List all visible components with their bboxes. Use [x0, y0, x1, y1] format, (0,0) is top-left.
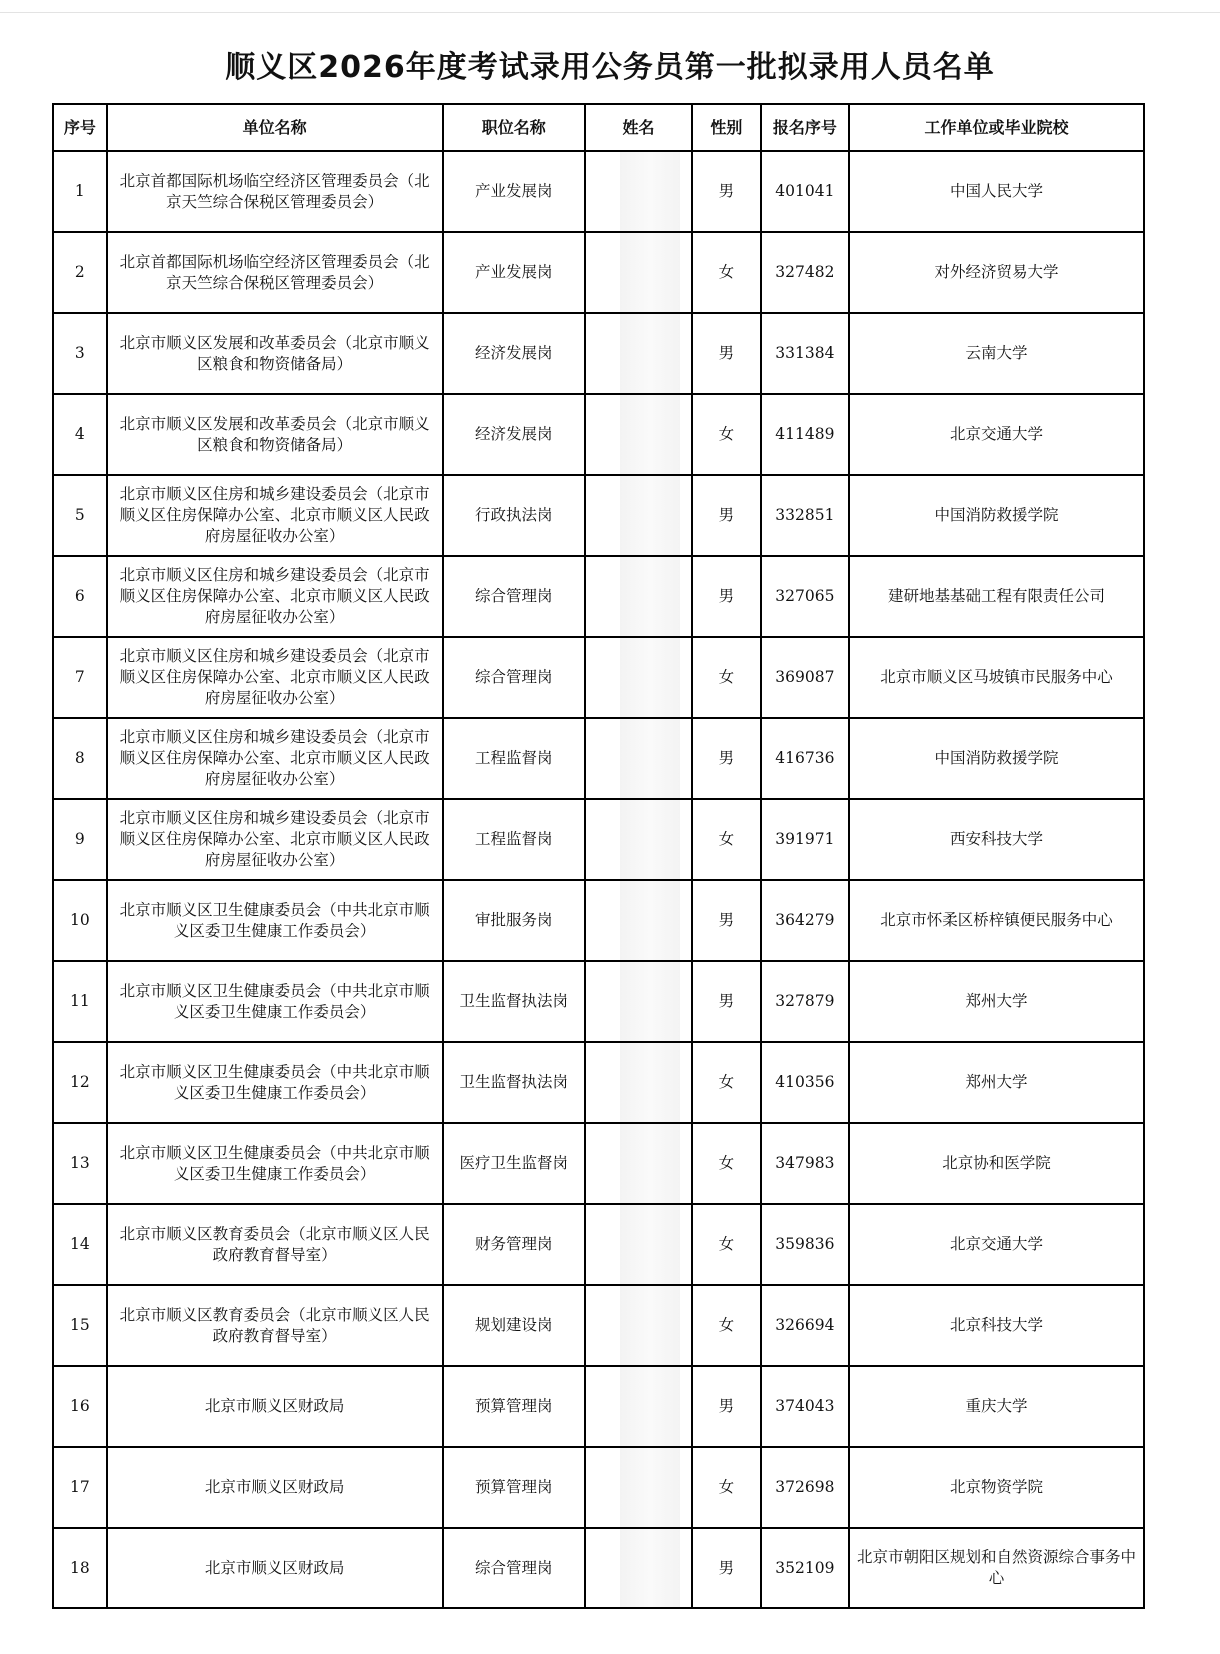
- cell-name: [585, 1123, 692, 1204]
- cell-school: 重庆大学: [849, 1366, 1144, 1447]
- cell-school: 北京市怀柔区桥梓镇便民服务中心: [849, 880, 1144, 961]
- table-row: [53, 1285, 1144, 1366]
- top-divider: [0, 12, 1220, 13]
- name-redaction: [620, 962, 680, 1041]
- cell-position: 经济发展岗: [443, 394, 585, 475]
- cell-position: 工程监督岗: [443, 799, 585, 880]
- cell-name: [585, 1204, 692, 1285]
- cell-gender: 男: [692, 718, 760, 799]
- cell-index: 13: [53, 1123, 107, 1204]
- cell-name: [585, 556, 692, 637]
- cell-school: 郑州大学: [849, 961, 1144, 1042]
- header-gender: 性别: [692, 104, 760, 151]
- cell-gender: 女: [692, 637, 760, 718]
- cell-name: [585, 961, 692, 1042]
- name-redaction: [620, 1367, 680, 1446]
- cell-school: 建研地基基础工程有限责任公司: [849, 556, 1144, 637]
- cell-position: 规划建设岗: [443, 1285, 585, 1366]
- cell-school: 中国消防救援学院: [849, 475, 1144, 556]
- table-row: [53, 556, 1144, 637]
- cell-name: [585, 151, 692, 232]
- cell-reg-no: 410356: [761, 1042, 849, 1123]
- cell-unit: 北京市顺义区教育委员会（北京市顺义区人民政府教育督导室）: [107, 1285, 443, 1366]
- name-redaction: [620, 638, 680, 717]
- cell-name: [585, 718, 692, 799]
- cell-gender: 男: [692, 1528, 760, 1608]
- table-row: [53, 313, 1144, 394]
- cell-unit: 北京市顺义区财政局: [107, 1447, 443, 1528]
- cell-index: 10: [53, 880, 107, 961]
- cell-position: 行政执法岗: [443, 475, 585, 556]
- cell-unit: 北京市顺义区卫生健康委员会（中共北京市顺义区委卫生健康工作委员会）: [107, 961, 443, 1042]
- cell-name: [585, 1285, 692, 1366]
- cell-reg-no: 352109: [761, 1528, 849, 1608]
- cell-position: 产业发展岗: [443, 151, 585, 232]
- cell-index: 12: [53, 1042, 107, 1123]
- cell-name: [585, 880, 692, 961]
- table-row: [53, 1204, 1144, 1285]
- table-row: [53, 799, 1144, 880]
- table-row: [53, 1447, 1144, 1528]
- table-row: [53, 718, 1144, 799]
- cell-unit: 北京市顺义区住房和城乡建设委员会（北京市顺义区住房保障办公室、北京市顺义区人民政府房屋征收办公室）: [107, 556, 443, 637]
- cell-school: 北京交通大学: [849, 1204, 1144, 1285]
- cell-name: [585, 1528, 692, 1608]
- name-redaction: [620, 557, 680, 636]
- table-row: [53, 880, 1144, 961]
- header-school: 工作单位或毕业院校: [849, 104, 1144, 151]
- cell-unit: 北京市顺义区卫生健康委员会（中共北京市顺义区委卫生健康工作委员会）: [107, 1042, 443, 1123]
- name-redaction: [620, 476, 680, 555]
- cell-school: 云南大学: [849, 313, 1144, 394]
- cell-gender: 女: [692, 1204, 760, 1285]
- name-redaction: [620, 233, 680, 312]
- table-row: [53, 1528, 1144, 1608]
- cell-unit: 北京市顺义区住房和城乡建设委员会（北京市顺义区住房保障办公室、北京市顺义区人民政府房屋征收办公室）: [107, 637, 443, 718]
- cell-school: 西安科技大学: [849, 799, 1144, 880]
- cell-gender: 女: [692, 232, 760, 313]
- cell-unit: 北京市顺义区发展和改革委员会（北京市顺义区粮食和物资储备局）: [107, 313, 443, 394]
- cell-position: 经济发展岗: [443, 313, 585, 394]
- cell-position: 综合管理岗: [443, 556, 585, 637]
- cell-position: 产业发展岗: [443, 232, 585, 313]
- cell-index: 6: [53, 556, 107, 637]
- header-row: [53, 104, 1144, 151]
- cell-school: 对外经济贸易大学: [849, 232, 1144, 313]
- cell-reg-no: 327879: [761, 961, 849, 1042]
- table-row: [53, 232, 1144, 313]
- cell-unit: 北京市顺义区教育委员会（北京市顺义区人民政府教育督导室）: [107, 1204, 443, 1285]
- cell-unit: 北京市顺义区住房和城乡建设委员会（北京市顺义区住房保障办公室、北京市顺义区人民政府房屋征收办公室）: [107, 799, 443, 880]
- name-redaction: [620, 1286, 680, 1365]
- name-redaction: [620, 881, 680, 960]
- cell-school: 北京市朝阳区规划和自然资源综合事务中心: [849, 1528, 1144, 1608]
- table-row: [53, 637, 1144, 718]
- name-redaction: [620, 1043, 680, 1122]
- cell-reg-no: 411489: [761, 394, 849, 475]
- cell-name: [585, 232, 692, 313]
- name-redaction: [620, 1448, 680, 1527]
- cell-gender: 男: [692, 556, 760, 637]
- cell-position: 医疗卫生监督岗: [443, 1123, 585, 1204]
- name-redaction: [620, 395, 680, 474]
- cell-name: [585, 799, 692, 880]
- cell-school: 郑州大学: [849, 1042, 1144, 1123]
- cell-index: 2: [53, 232, 107, 313]
- cell-school: 北京协和医学院: [849, 1123, 1144, 1204]
- cell-reg-no: 364279: [761, 880, 849, 961]
- table-row: [53, 961, 1144, 1042]
- cell-unit: 北京市顺义区财政局: [107, 1366, 443, 1447]
- cell-gender: 女: [692, 1042, 760, 1123]
- cell-name: [585, 1366, 692, 1447]
- cell-index: 17: [53, 1447, 107, 1528]
- cell-school: 中国人民大学: [849, 151, 1144, 232]
- cell-index: 18: [53, 1528, 107, 1608]
- cell-unit: 北京市顺义区住房和城乡建设委员会（北京市顺义区住房保障办公室、北京市顺义区人民政府房屋征收办公室）: [107, 475, 443, 556]
- cell-name: [585, 637, 692, 718]
- cell-school: 北京物资学院: [849, 1447, 1144, 1528]
- roster-body: [53, 151, 1144, 1608]
- name-redaction: [620, 1205, 680, 1284]
- header-position: 职位名称: [443, 104, 585, 151]
- name-redaction: [620, 800, 680, 879]
- cell-reg-no: 369087: [761, 637, 849, 718]
- cell-school: 中国消防救援学院: [849, 718, 1144, 799]
- cell-position: 综合管理岗: [443, 1528, 585, 1608]
- cell-gender: 男: [692, 880, 760, 961]
- cell-unit: 北京首都国际机场临空经济区管理委员会（北京天竺综合保税区管理委员会）: [107, 151, 443, 232]
- cell-gender: 女: [692, 1123, 760, 1204]
- cell-reg-no: 327065: [761, 556, 849, 637]
- header-index: 序号: [53, 104, 107, 151]
- cell-school: 北京科技大学: [849, 1285, 1144, 1366]
- roster-table: [52, 103, 1145, 1609]
- cell-reg-no: 374043: [761, 1366, 849, 1447]
- cell-gender: 女: [692, 799, 760, 880]
- name-redaction: [620, 1529, 680, 1607]
- cell-index: 9: [53, 799, 107, 880]
- cell-gender: 男: [692, 313, 760, 394]
- cell-gender: 女: [692, 394, 760, 475]
- cell-reg-no: 347983: [761, 1123, 849, 1204]
- cell-position: 综合管理岗: [443, 637, 585, 718]
- cell-name: [585, 475, 692, 556]
- cell-index: 8: [53, 718, 107, 799]
- cell-index: 14: [53, 1204, 107, 1285]
- cell-unit: 北京市顺义区发展和改革委员会（北京市顺义区粮食和物资储备局）: [107, 394, 443, 475]
- name-redaction: [620, 1124, 680, 1203]
- table-row: [53, 394, 1144, 475]
- cell-unit: 北京市顺义区财政局: [107, 1528, 443, 1608]
- cell-reg-no: 331384: [761, 313, 849, 394]
- cell-index: 4: [53, 394, 107, 475]
- cell-position: 预算管理岗: [443, 1366, 585, 1447]
- cell-gender: 男: [692, 151, 760, 232]
- cell-index: 7: [53, 637, 107, 718]
- cell-unit: 北京市顺义区卫生健康委员会（中共北京市顺义区委卫生健康工作委员会）: [107, 1123, 443, 1204]
- cell-gender: 女: [692, 1285, 760, 1366]
- cell-reg-no: 359836: [761, 1204, 849, 1285]
- cell-gender: 男: [692, 961, 760, 1042]
- cell-reg-no: 391971: [761, 799, 849, 880]
- cell-index: 3: [53, 313, 107, 394]
- table-row: [53, 1366, 1144, 1447]
- cell-name: [585, 1042, 692, 1123]
- cell-position: 工程监督岗: [443, 718, 585, 799]
- cell-position: 卫生监督执法岗: [443, 961, 585, 1042]
- cell-reg-no: 327482: [761, 232, 849, 313]
- cell-gender: 男: [692, 475, 760, 556]
- cell-unit: 北京市顺义区住房和城乡建设委员会（北京市顺义区住房保障办公室、北京市顺义区人民政府房屋征收办公室）: [107, 718, 443, 799]
- cell-name: [585, 394, 692, 475]
- cell-unit: 北京首都国际机场临空经济区管理委员会（北京天竺综合保税区管理委员会）: [107, 232, 443, 313]
- cell-index: 16: [53, 1366, 107, 1447]
- header-unit: 单位名称: [107, 104, 443, 151]
- cell-gender: 男: [692, 1366, 760, 1447]
- cell-gender: 女: [692, 1447, 760, 1528]
- cell-reg-no: 326694: [761, 1285, 849, 1366]
- cell-reg-no: 332851: [761, 475, 849, 556]
- cell-position: 预算管理岗: [443, 1447, 585, 1528]
- cell-position: 财务管理岗: [443, 1204, 585, 1285]
- table-row: [53, 151, 1144, 232]
- cell-reg-no: 416736: [761, 718, 849, 799]
- cell-reg-no: 372698: [761, 1447, 849, 1528]
- cell-reg-no: 401041: [761, 151, 849, 232]
- cell-name: [585, 313, 692, 394]
- header-reg-no: 报名序号: [761, 104, 849, 151]
- cell-name: [585, 1447, 692, 1528]
- cell-index: 5: [53, 475, 107, 556]
- page-title: 顺义区2026年度考试录用公务员第一批拟录用人员名单: [225, 50, 995, 85]
- cell-index: 1: [53, 151, 107, 232]
- table-row: [53, 475, 1144, 556]
- cell-school: 北京交通大学: [849, 394, 1144, 475]
- cell-school: 北京市顺义区马坡镇市民服务中心: [849, 637, 1144, 718]
- header-name: 姓名: [585, 104, 692, 151]
- cell-index: 11: [53, 961, 107, 1042]
- cell-position: 卫生监督执法岗: [443, 1042, 585, 1123]
- table-row: [53, 1123, 1144, 1204]
- name-redaction: [620, 152, 680, 231]
- cell-position: 审批服务岗: [443, 880, 585, 961]
- cell-index: 15: [53, 1285, 107, 1366]
- name-redaction: [620, 719, 680, 798]
- cell-unit: 北京市顺义区卫生健康委员会（中共北京市顺义区委卫生健康工作委员会）: [107, 880, 443, 961]
- name-redaction: [620, 314, 680, 393]
- table-row: [53, 1042, 1144, 1123]
